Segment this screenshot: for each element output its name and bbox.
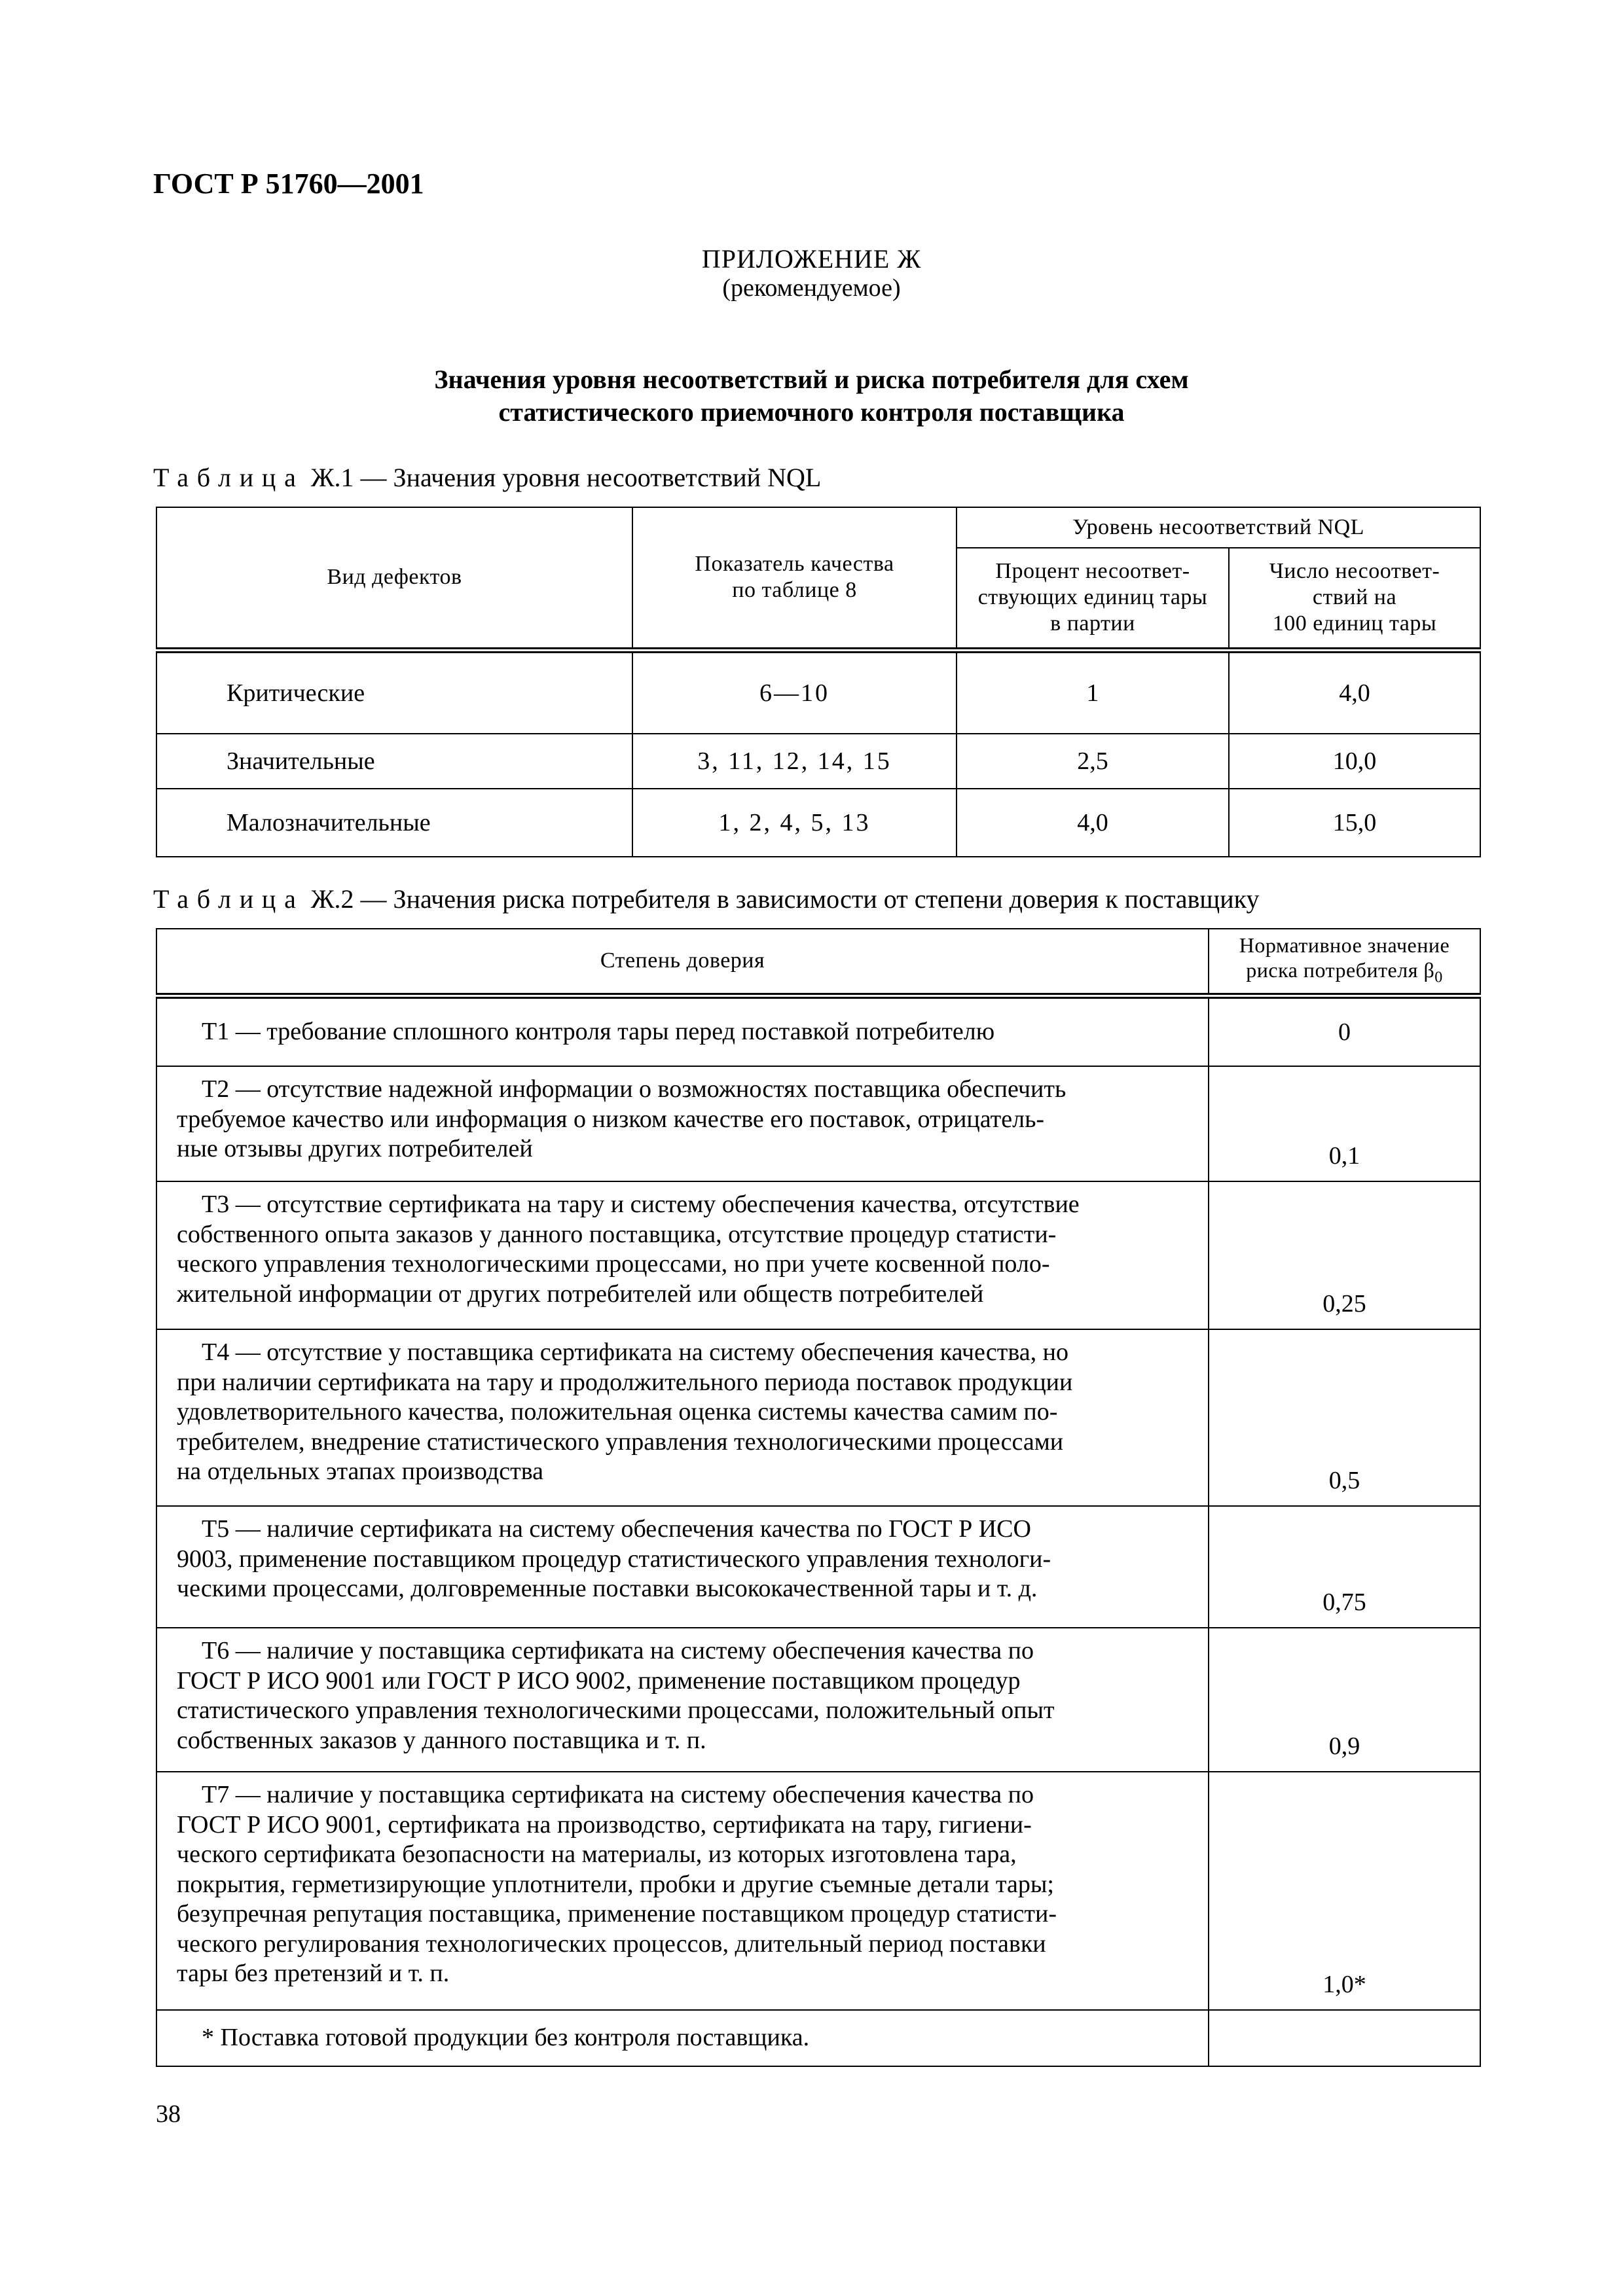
table2-cell-value: 0,1 [1209, 1066, 1480, 1181]
table1-header-per100-line1: Число несоответ- [1269, 559, 1440, 584]
table-row [156, 1066, 1480, 1181]
table2-desc-line: Т2 — отсутствие надежной информации о возможностях поставщика обеспечить [202, 1075, 1067, 1103]
table1-header-quality-indicator-line1: Показатель качества [695, 552, 894, 577]
table2-cell-value: 0,9 [1209, 1628, 1480, 1772]
table1-header-per100 [1229, 548, 1480, 650]
table2-desc-line: требуемое качество или информация о низком качестве его поставок, отрицатель- [177, 1105, 1045, 1133]
table2-header-norm-value-line2: риска потребителя β [1246, 958, 1435, 982]
table-row [156, 1329, 1480, 1506]
table2-header-norm-value [1209, 929, 1480, 996]
table2-desc-line: Т1 — требование сплошного контроля тары перед поставкой потребителю [202, 1018, 995, 1045]
table-row [156, 650, 1480, 734]
table1-cell-percent: 2,5 [957, 734, 1229, 789]
table1-header-percent [957, 548, 1229, 650]
table2-caption [153, 884, 1260, 914]
table1-header-per100-line3: 100 единиц тары [1272, 611, 1437, 636]
table2-cell-description [156, 1628, 1209, 1772]
table2-desc-line: удовлетворительного качества, положительная оценка системы качества самим по- [177, 1398, 1058, 1426]
table1-header-defect-type-label: Вид дефектов [327, 565, 462, 590]
table2-desc-line: Т5 — наличие сертификата на систему обеспечения качества по ГОСТ Р ИСО [202, 1515, 1031, 1543]
table1-caption-text: Ж.1 — Значения уровня несоответствий NQL [304, 463, 822, 492]
table2-caption-word: Таблица [153, 884, 304, 914]
table2-caption-text: Ж.2 — Значения риска потребителя в зависимости от степени доверия к поставщику [304, 884, 1260, 914]
table2-cell-description [156, 1506, 1209, 1628]
table1-header-quality-indicator [632, 507, 957, 650]
table1-cell-per100: 10,0 [1229, 734, 1480, 789]
table1-cell-indicator: 3, 11, 12, 14, 15 [632, 734, 957, 789]
table2-desc-line: ные отзывы других потребителей [177, 1135, 533, 1162]
table2-desc-line: ГОСТ Р ИСО 9001, сертификата на производство, сертификата на тару, гигиени- [177, 1810, 1032, 1839]
table1-cell-type: Значительные [156, 734, 632, 789]
table1-header-per100-line2: ствий на [1312, 585, 1397, 610]
table2-header-trust-level [156, 929, 1209, 996]
table1-caption [153, 462, 821, 493]
table2-desc-line: собственных заказов у данного поставщика и т. п. [177, 1726, 706, 1754]
table-row [156, 1772, 1480, 2010]
table2-desc-line: Т6 — наличие у поставщика сертификата на систему обеспечения качества по [202, 1637, 1034, 1664]
section-heading-line-2: статистического приемочного контроля поставщика [498, 397, 1125, 427]
table1-caption-word: Таблица [153, 463, 304, 492]
table2-cell-description [156, 1181, 1209, 1329]
table2-header-norm-value-subscript: 0 [1434, 968, 1443, 986]
table2-desc-line: Т4 — отсутствие у поставщика сертификата на систему обеспечения качества, но [202, 1338, 1068, 1366]
table2-desc-line: ческого сертификата безопасности на материалы, из которых изготовлена тара, [177, 1840, 1017, 1868]
table2-desc-line: ческого регулирования технологических процессов, длительный период поставки [177, 1929, 1046, 1958]
table2-cell-value: 0,5 [1209, 1329, 1480, 1506]
table2-desc-line: Т3 — отсутствие сертификата на тару и систему обеспечения качества, отсутствие [202, 1191, 1080, 1218]
table2-desc-line: ческого управления технологическими процессами, но при учете косвенной поло- [177, 1250, 1050, 1278]
table2-footnote: * Поставка готовой продукции без контроля поставщика. [202, 2024, 810, 2052]
table2-footnote-cell [156, 2010, 1209, 2066]
table1-cell-indicator: 6—10 [632, 650, 957, 734]
table1-header-nql-level [957, 507, 1480, 548]
table2-desc-line: ГОСТ Р ИСО 9001 или ГОСТ Р ИСО 9002, применение поставщиком процедур [177, 1666, 1021, 1695]
table2-cell-description [156, 996, 1209, 1066]
table2-desc-line: 9003, применение поставщиком процедур статистического управления технологи- [177, 1545, 1051, 1573]
section-heading-line-1: Значения уровня несоответствий и риска потребителя для схем [434, 365, 1189, 394]
table1-cell-per100: 4,0 [1229, 650, 1480, 734]
table2-desc-line: при наличии сертификата на тару и продолжительного периода поставок продукции [177, 1368, 1073, 1396]
table2-cell-value: 0,25 [1209, 1181, 1480, 1329]
table1-header-percent-line3: в партии [1050, 611, 1135, 636]
table1-cell-percent: 1 [957, 650, 1229, 734]
table1-header-percent-line1: Процент несоответ- [995, 559, 1190, 584]
table-row [156, 789, 1480, 857]
table-row [156, 1506, 1480, 1628]
table2-desc-line: покрытия, герметизирующие уплотнители, пробки и другие съемные детали тары; [177, 1870, 1054, 1898]
table1-cell-type: Малозначительные [156, 789, 632, 857]
table2-cell-value: 0 [1209, 996, 1480, 1066]
table1-cell-indicator: 1, 2, 4, 5, 13 [632, 789, 957, 857]
appendix-title: ПРИЛОЖЕНИЕ Ж [701, 244, 922, 274]
table-row [156, 1181, 1480, 1329]
table-row [156, 2010, 1480, 2066]
table1-header-quality-indicator-line2: по таблице 8 [732, 578, 857, 603]
table2-desc-line: тары без претензий и т. п. [177, 1960, 450, 1987]
table2-footnote-empty-cell [1209, 2010, 1480, 2066]
table2-header-norm-value-line1: Нормативное значение [1239, 933, 1450, 957]
table2-desc-line: ческими процессами, долговременные поставки высококачественной тары и т. д. [177, 1575, 1038, 1602]
table2-desc-line: на отдельных этапах производства [177, 1458, 543, 1485]
table2-cell-description [156, 1772, 1209, 2010]
table-row [156, 996, 1480, 1066]
table1-cell-percent: 4,0 [957, 789, 1229, 857]
table2-desc-line: статистического управления технологическими процессами, положительный опыт [177, 1696, 1055, 1724]
table2-desc-line: требителем, внедрение статистического управления технологическими процессами [177, 1427, 1064, 1456]
table2-cell-value: 0,75 [1209, 1506, 1480, 1628]
table2-header-trust-level-label: Степень доверия [600, 948, 765, 973]
table2-desc-line: собственного опыта заказов у данного поставщика, отсутствие процедур статисти- [177, 1220, 1057, 1248]
table2-cell-description [156, 1329, 1209, 1506]
table1-header-percent-line2: ствующих единиц тары [977, 585, 1208, 610]
table2-desc-line: безупречная репутация поставщика, применение поставщиком процедур статисти- [177, 1900, 1057, 1928]
document-code: ГОСТ Р 51760—2001 [153, 168, 424, 200]
appendix-note: (рекомендуемое) [722, 274, 901, 302]
table1-cell-type: Критические [156, 650, 632, 734]
table1-header-defect-type [156, 507, 632, 650]
table2-desc-line: Т7 — наличие у поставщика сертификата на систему обеспечения качества по [202, 1781, 1034, 1808]
table2-cell-value: 1,0* [1209, 1772, 1480, 2010]
table-row [156, 734, 1480, 789]
table-row [156, 1628, 1480, 1772]
table2-desc-line: жительной информации от других потребителей или обществ потребителей [177, 1280, 984, 1308]
table1-cell-per100: 15,0 [1229, 789, 1480, 857]
nql-table [156, 507, 1481, 857]
consumer-risk-table [156, 928, 1481, 2067]
table1-header-nql-level-label: Уровень несоответствий NQL [1072, 515, 1364, 539]
page-number: 38 [156, 2100, 181, 2128]
table2-cell-description [156, 1066, 1209, 1181]
